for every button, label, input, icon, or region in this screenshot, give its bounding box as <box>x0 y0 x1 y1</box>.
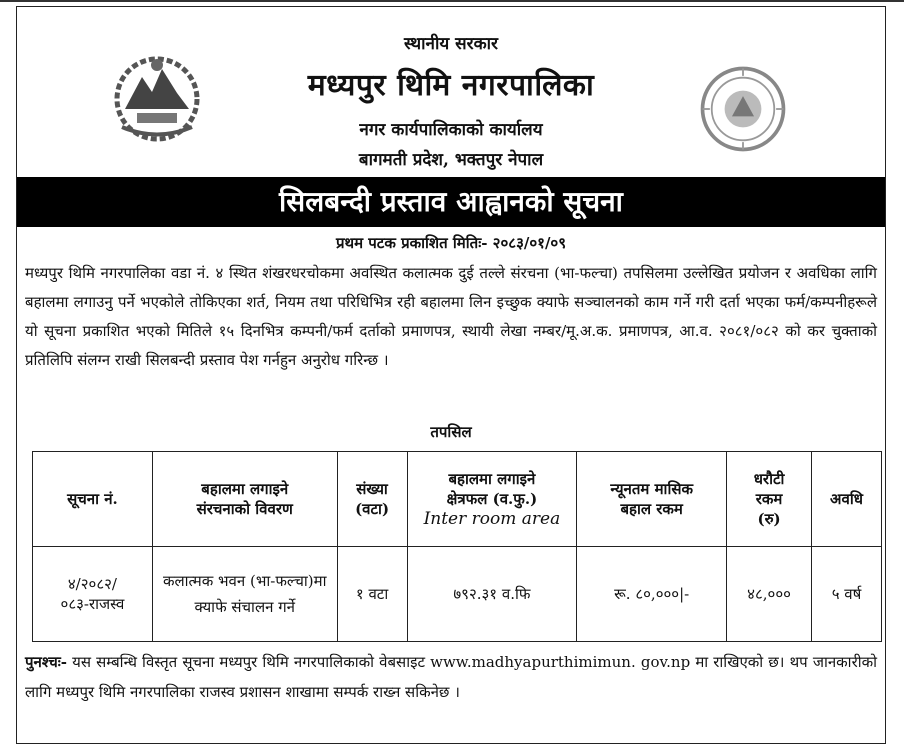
header-duration: अवधि <box>812 452 882 547</box>
cell-description: कलात्मक भवन (भा-फल्चा)मा क्याफे संचालन गर्ने <box>152 547 337 642</box>
cell-rent: रू. ८०,०००|- <box>577 547 727 642</box>
cell-notice-no: ४/२०८२/ ०८३-राजस्व <box>33 547 153 642</box>
table-header-row <box>33 452 882 547</box>
header-deposit: धरौटी रकम (रु) <box>727 452 812 547</box>
schedule-heading: तपसिल <box>430 423 472 441</box>
municipality-logo-icon <box>697 63 789 155</box>
local-government-label: स्थानीय सरकार <box>403 34 498 54</box>
table-row <box>33 547 882 642</box>
header-count: संख्या (वटा) <box>337 452 407 547</box>
notice-title-banner: सिलबन्दी प्रस्ताव आह्वानको सूचना <box>17 177 885 227</box>
header-rent: न्यूनतम मासिक बहाल रकम <box>577 452 727 547</box>
notice-frame <box>16 6 886 744</box>
header-area: बहालमा लगाइने क्षेत्रफल (व.फु.) Inter room area <box>407 452 577 547</box>
cell-count: १ वटा <box>337 547 407 642</box>
cell-area: ७९२.३१ व.फि <box>407 547 577 642</box>
published-date: प्रथम पटक प्रकाशित मितिः- २०८३/०१/०९ <box>335 234 567 252</box>
top-border-line <box>0 0 904 2</box>
office-address: बागमती प्रदेश, भक्तपुर नेपाल <box>358 150 544 170</box>
office-name: नगर कार्यपालिकाको कार्यालय <box>359 120 543 140</box>
notice-body: मध्यपुर थिमि नगरपालिका वडा नं. ४ स्थित शंखरधरचोकमा अवस्थित कलात्मक दुई तल्ले संरचना (भा-फल्चा) तपसिलमा उल्लेखित प्रयोजन र अवधिका लागि बहालमा लगाउनु पर्ने भएकोले तोकिएका शर्त, नियम तथा परिधिभित्र रही बहालमा लिन इच्छुक क्याफे सञ्चालनको काम गर्ने गरी दर्ता भएका फर्म/कम्पनीहरूले यो सूचना प्रकाशित भएको मितिले १५ दिनभित्र कम्पनी/फर्म दर्ताको प्रमाणपत्र, स्थायी लेखा नम्बर/मू.अ.क. प्रमाणपत्र, आ.व. २०८१/०८२ को कर चुक्ताको प्रतिलिपि संलग्न राखी सिलबन्दी प्रस्ताव पेश गर्नहुन अनुरोध गरिन्छ । <box>25 264 877 369</box>
cell-duration: ५ वर्ष <box>812 547 882 642</box>
postscript <box>25 647 877 707</box>
notice-header <box>17 7 885 175</box>
postscript-label: पुनश्चः- <box>25 653 68 671</box>
header-notice-no: सूचना नं. <box>33 452 153 547</box>
header-structure: बहालमा लगाइने संरचनाको विवरण <box>152 452 337 547</box>
cell-deposit: ४८,००० <box>727 547 812 642</box>
postscript-text: यस सम्बन्धि विस्तृत सूचना मध्यपुर थिमि नगरपालिकाको वेबसाइट www.madhyapurthimimun. gov.np मा राखिएको छ। थप जानकारीको लागि मध्यपुर थिमि नगरपालिका राजस्व प्रशासन शाखामा सम्पर्क राख्न सकिनेछ । <box>25 653 877 701</box>
municipality-title: मध्यपुर थिमि नगरपालिका <box>307 68 595 103</box>
schedule-table <box>32 451 882 642</box>
